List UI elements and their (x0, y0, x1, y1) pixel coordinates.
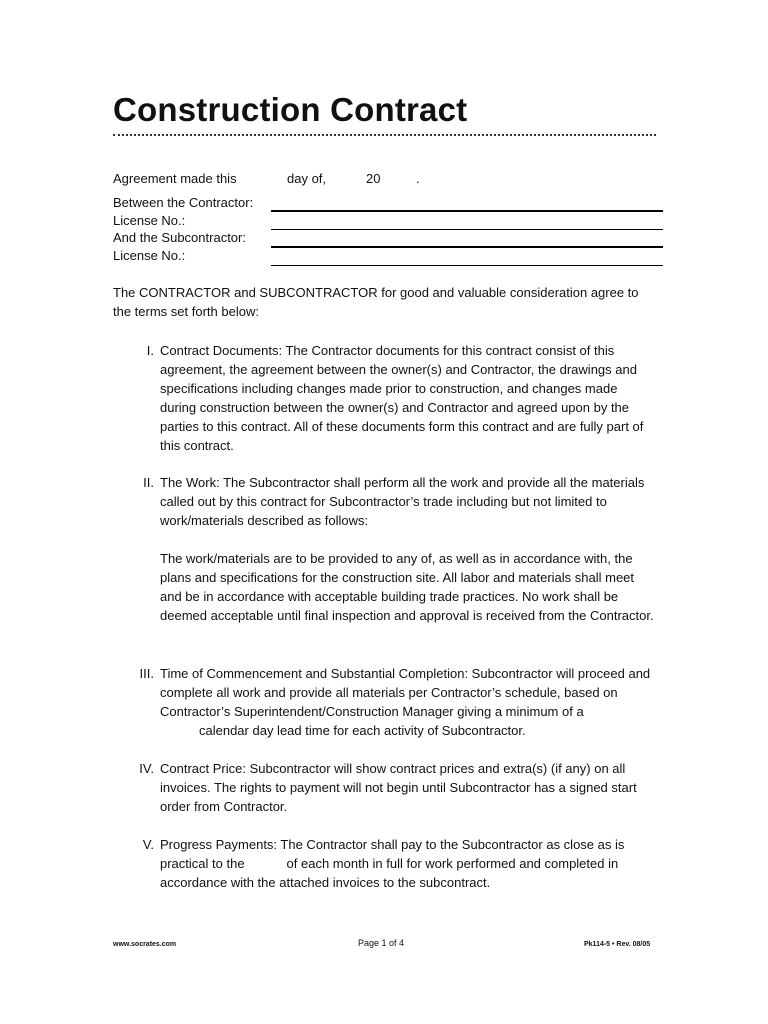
section-number: II. (143, 475, 154, 490)
footer-website: www.socrates.com (113, 941, 177, 948)
section-text-continued: The work/materials are to be provided to any of, as well as in accordance with, the plans and specifications for the construction site. All labor and materials shall meet and be in accordance with acceptable building trade practices. No work shall be deemed acceptable until final inspection and approval is received from the Contractor. (160, 551, 654, 623)
section-text: The Work: The Subcontractor shall perform all the work and provide all the materials called out by this contract for Subcontractor’s trade including but not limited to work/materials described as follows: (160, 475, 645, 528)
section-text-part-a: Progress Payments: The Contractor shall pay to the Subcontractor as close as is practical to the (160, 837, 625, 871)
footer-revision: Pk114-5 • Rev. 08/05 (584, 941, 651, 948)
footer-page-number: Page 1 of 4 (358, 938, 405, 948)
section-number: IV. (139, 761, 154, 776)
agreement-made-label: Agreement made this (113, 171, 237, 186)
contractor-line[interactable] (271, 210, 663, 212)
section-number: I. (146, 343, 154, 358)
section-text: Contract Documents: The Contractor documents for this contract consist of this agreement, the agreement between the owner(s) and Contractor, the drawings and specifications including changes made prior to construction, and changes made during construction between the owner(s) and Contractor and agreed upon by the parties to this contract. All of these documents form this contract and are fully part of this contract. (160, 343, 644, 453)
day-of-label: day of, (287, 171, 327, 186)
title-divider (113, 134, 656, 136)
agreement-period: . (416, 171, 420, 186)
subcontractor-line[interactable] (271, 246, 663, 248)
intro-paragraph: The CONTRACTOR and SUBCONTRACTOR for good and valuable consideration agree to the terms set forth below: (113, 285, 639, 319)
section-text (160, 835, 655, 892)
contractor-license-line[interactable] (271, 229, 663, 230)
document-title: Construction Contract (113, 91, 468, 128)
section-text: Contract Price: Subcontractor will show contract prices and extra(s) (if any) on all invoices. The rights to payment will not begin until Subcontractor has a signed start order from Contractor. (160, 761, 637, 814)
year-prefix: 20 (366, 171, 381, 186)
subcontractor-license-line[interactable] (271, 265, 663, 266)
contractor-label: Between the Contractor: (113, 195, 254, 210)
section-number: III. (139, 666, 154, 681)
contractor-license-label: License No.: (113, 213, 186, 228)
section-number: V. (142, 837, 154, 852)
subcontractor-license-label: License No.: (113, 248, 186, 263)
section-text-continued: calendar day lead time for each activity of Subcontractor. (199, 723, 526, 738)
section-text-part-b: of each month in full for work performed and completed in accordance with the attached invoices to the subcontract. (160, 856, 619, 890)
section-text: Time of Commencement and Substantial Completion: Subcontractor will proceed and complete all work and provide all materials per Contractor’s schedule, based on Contractor’s Superintendent/Construction Manager giving a minimum of a (160, 666, 651, 719)
subcontractor-label: And the Subcontractor: (113, 230, 246, 245)
